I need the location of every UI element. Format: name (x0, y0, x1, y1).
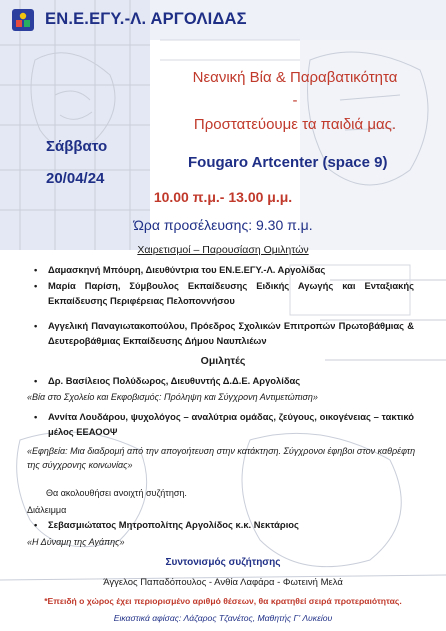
event-title-line2: Προστατεύουμε τα παιδιά μας. (193, 116, 397, 133)
coordination-heading: Συντονισμός συζήτησης (165, 557, 281, 568)
greeting-item (34, 262, 414, 277)
greetings-heading: Χαιρετισμοί – Παρουσίαση Ομιλητών (137, 244, 309, 256)
greeting-item-text: Δαμασκηνή Μπόυρη, Διευθύντρια του ΕΝ.Ε.ΕΓΥ.-Λ. Αργολίδας (48, 264, 326, 275)
event-date: 20/04/24 (46, 170, 105, 187)
speaker-item (34, 517, 414, 532)
organization-logo-icon (12, 9, 34, 31)
organization-title: ΕΝ.Ε.ΕΓΥ.-Λ. ΑΡΓΟΛΙΔΑΣ (45, 10, 247, 28)
event-title-line1: Νεανική Βία & Παραβατικότητα (192, 69, 398, 86)
talk-title: «Η Δύναμη της Αγάπης» (27, 537, 125, 547)
speakers-heading: Ομιλητές (200, 355, 246, 367)
event-time: 10.00 π.μ.- 13.00 μ.μ. (153, 189, 293, 205)
speaker-item (34, 373, 414, 388)
speaker-name: Αννίτα Λουδάρου, ψυχολόγος – αναλύτρια ομάδας, ζεύγους, οικογένειας – τακτικό μέλος ΕΕΑΟΟΨ (48, 411, 414, 437)
event-venue: Fougaro Artcenter (space 9) (188, 154, 388, 171)
seating-note: *Επειδή ο χώρος έχει περιορισμένο αριθμό θέσεων, θα κρατηθεί σειρά προτεραιότητας. (44, 596, 402, 606)
talk-title: «Βία στο Σχολείο και Εκφοβισμός: Πρόληψη και Σύγχρονη Αντιμετώπιση» (27, 392, 318, 402)
discussion-note: Θα ακολουθήσει ανοιχτή συζήτηση. (46, 488, 187, 498)
greeting-item (34, 318, 414, 348)
bullet-icon: • (34, 264, 38, 275)
bullet-icon: • (34, 375, 38, 386)
bullet-icon: • (34, 411, 38, 422)
arrival-time: Ώρα προσέλευσης: 9.30 π.μ. (133, 217, 313, 233)
speaker-name: Σεβασμιώτατος Μητροπολίτης Αργολίδος κ.κ. Νεκτάριος (48, 519, 299, 530)
greeting-item-text: Μαρία Παρίση, Σύμβουλος Εκπαίδευσης Ειδικής Αγωγής και Ενταξιακής Εκπαίδευσης Περιφέρειας Πελοποννήσου (48, 280, 414, 306)
greeting-item-text: Αγγελική Παναγιωτακοπούλου, Πρόεδρος Σχολικών Επιτροπών Πρωτοβάθμιας & Δευτεροβάθμιας Εκπαίδευσης Δήμου Ναυπλιέων (48, 320, 414, 346)
event-title-dash: - (292, 92, 298, 109)
artwork-credit: Εικαστικά αφίσας: Λάζαρος Τζανέτος, Μαθητής Γ' Λυκείου (113, 613, 333, 623)
talk-title: «Εφηβεία: Μια διαδρομή από την απογοήτευση στην κατάκτηση. Σύγχρονοι έφηβοι στον καθρέφτη της σύγχρονης κοινωνίας» (27, 446, 416, 470)
event-day: Σάββατο (46, 138, 108, 155)
speaker-item (34, 409, 414, 439)
bullet-icon: • (34, 519, 38, 530)
bullet-icon: • (34, 320, 38, 331)
coordination-names: Άγγελος Παπαδόπουλος - Ανθία Λαφάρα - Φωτεινή Μελά (103, 577, 343, 588)
greeting-item (34, 278, 414, 308)
break-label: Διάλειμμα (27, 505, 67, 515)
bullet-icon: • (34, 280, 38, 291)
speaker-name: Δρ. Βασίλειος Πολύδωρος, Διευθυντής Δ.Δ.Ε. Αργολίδας (48, 375, 301, 386)
